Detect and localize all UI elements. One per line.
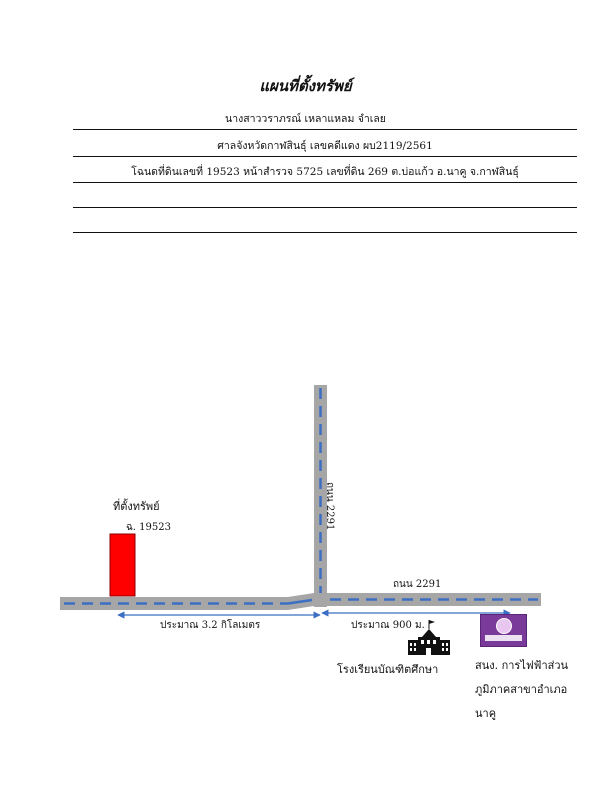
- distance-left-label: ประมาณ 3.2 กิโลเมตร: [160, 620, 261, 631]
- property-marker: [110, 534, 135, 596]
- road-horizontal-left: [60, 593, 314, 610]
- logo-text-bar: [485, 635, 522, 641]
- property-deed-number: ฉ. 19523: [126, 522, 171, 533]
- office-label-line2: ภูมิภาคสาขาอำเภอ: [475, 683, 568, 696]
- office-label-line3: นาคู: [475, 707, 497, 720]
- road-label-vertical: ถนน 2291: [324, 482, 335, 531]
- distance-right-label: ประมาณ 900 ม.: [351, 620, 425, 631]
- pea-logo-icon: [480, 614, 527, 647]
- deed-line: โฉนดที่ดินเลขที่ 19523 หน้าสำรวจ 5725 เลขที่ดิน 269 ต.บ่อแก้ว อ.นาคู จ.กาฬสินธุ์: [131, 166, 519, 178]
- owner-line: นางสาววราภรณ์ เหลาแหลม จำเลย: [225, 113, 386, 125]
- office-label-line1: สนง. การไฟฟ้าส่วน: [475, 659, 569, 672]
- court-case-line: ศาลจังหวัดกาฬสินธุ์ เลขคดีแดง ผบ2119/2561: [217, 140, 433, 152]
- map-title: แผนที่ตั้งทรัพย์: [259, 77, 352, 95]
- property-label: ที่ตั้งทรัพย์: [113, 500, 160, 513]
- school-label: โรงเรียนบัณฑิตศึกษา: [337, 663, 439, 676]
- logo-emblem: [496, 618, 512, 634]
- road-label-horizontal: ถนน 2291: [393, 579, 442, 590]
